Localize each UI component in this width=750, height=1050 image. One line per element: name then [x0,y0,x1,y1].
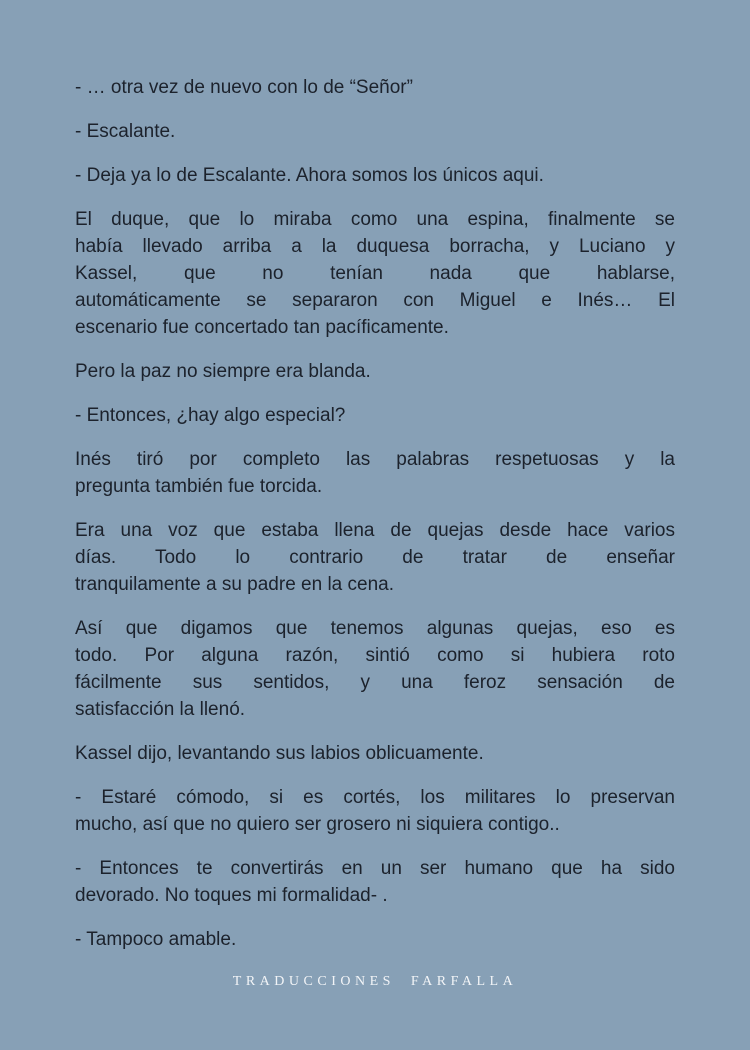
footer-credit: TRADUCCIONES FARFALLA [232,974,518,989]
text-line: todo. Por alguna razón, sintió como si hubiera roto [75,645,675,666]
paragraph [75,162,675,189]
text-line: - Entonces te convertirás en un ser humano que ha sido [75,858,675,879]
paragraph [75,206,675,341]
text-line: satisfacción la llenó. [75,699,246,720]
text-line: Kassel, que no tenían nada que hablarse, [75,263,675,284]
text-line: El duque, que lo miraba como una espina, finalmente se [75,209,675,230]
text-line: - Escalante. [75,121,176,142]
text-line: Pero la paz no siempre era blanda. [75,361,371,382]
text-line: automáticamente se separaron con Miguel e Inés… El [75,290,675,311]
paragraph [75,926,675,953]
text-line: - Estaré cómodo, si es cortés, los militares lo preservan [75,787,675,808]
text-line: días. Todo lo contrario de tratar de enseñar [75,547,675,568]
text-line: - Entonces, ¿hay algo especial? [75,405,346,426]
paragraph [75,446,675,500]
text-line: había llevado arriba a la duquesa borracha, y Luciano y [75,236,675,257]
text-line: pregunta también fue torcida. [75,476,323,497]
paragraph [75,74,675,101]
page-body [75,74,675,970]
text-line: Inés tiró por completo las palabras respetuosas y la [75,449,675,470]
paragraph [75,740,675,767]
paragraph [75,784,675,838]
paragraph [75,517,675,598]
paragraph [75,402,675,429]
text-line: Era una voz que estaba llena de quejas desde hace varios [75,520,675,541]
paragraph [75,118,675,145]
text-line: escenario fue concertado tan pacíficamente. [75,317,449,338]
paragraph [75,855,675,909]
paragraph [75,358,675,385]
text-line: devorado. No toques mi formalidad- . [75,885,388,906]
text-line: - Tampoco amable. [75,929,237,950]
text-line: fácilmente sus sentidos, y una feroz sensación de [75,672,675,693]
text-line: - Deja ya lo de Escalante. Ahora somos los únicos aqui. [75,165,544,186]
text-line: - … otra vez de nuevo con lo de “Señor” [75,77,413,98]
text-line: tranquilamente a su padre en la cena. [75,574,394,595]
text-line: Kassel dijo, levantando sus labios oblicuamente. [75,743,484,764]
text-line: Así que digamos que tenemos algunas quejas, eso es [75,618,675,639]
paragraph [75,615,675,723]
text-line: mucho, así que no quiero ser grosero ni siquiera contigo.. [75,814,560,835]
